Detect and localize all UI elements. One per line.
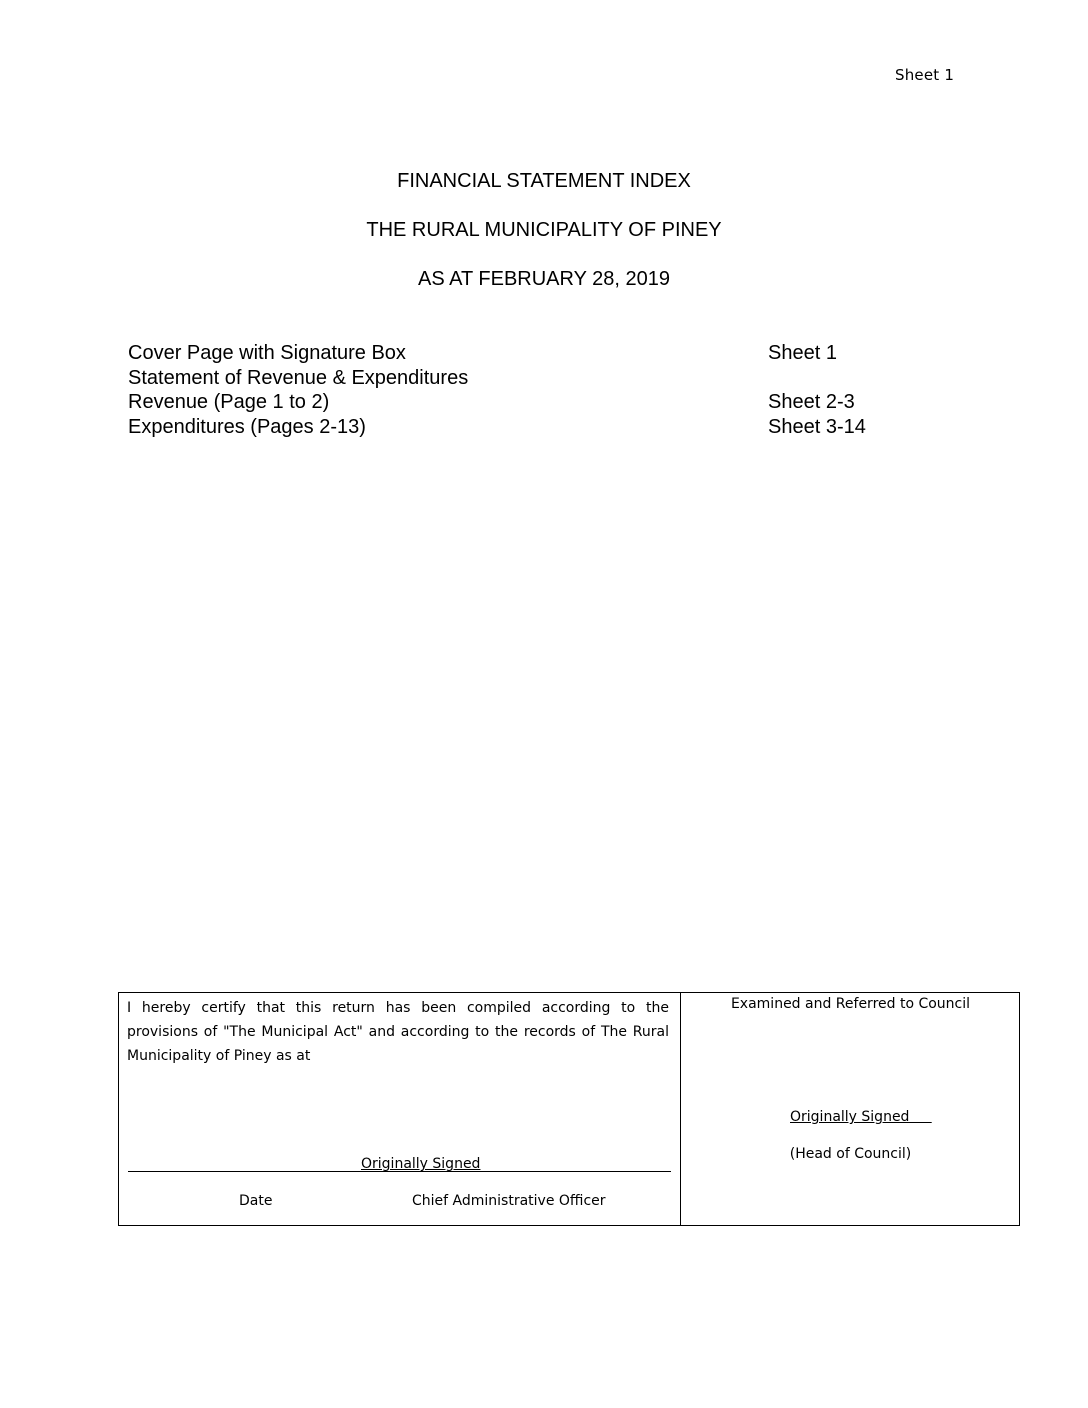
document-title: FINANCIAL STATEMENT INDEX xyxy=(397,170,691,192)
index-row-label: Expenditures (Pages 2-13) xyxy=(128,416,366,438)
date-title: AS AT FEBRUARY 28, 2019 xyxy=(418,268,670,290)
signature-box-divider xyxy=(680,993,681,1225)
examined-label: Examined and Referred to Council xyxy=(730,996,971,1012)
cao-signature: Originally Signed xyxy=(361,1156,481,1172)
cao-label: Chief Administrative Officer xyxy=(412,1193,606,1209)
index-row-sheet: Sheet 3-14 xyxy=(768,416,866,438)
signature-box xyxy=(118,992,1020,1226)
head-of-council-signature: Originally Signed xyxy=(790,1109,932,1125)
index-row-sheet: Sheet 2-3 xyxy=(768,391,855,413)
index-row-label: Cover Page with Signature Box xyxy=(128,342,406,364)
signature-line xyxy=(128,1171,671,1172)
certification-text: I hereby certify that this return has been compiled according to the provisions of "The Municipal Act" and according to the records of The Rural Municipality of Piney as at xyxy=(127,1000,669,1064)
index-row-label: Statement of Revenue & Expenditures xyxy=(128,367,469,389)
head-of-council-label: (Head of Council) xyxy=(789,1146,912,1162)
date-label: Date xyxy=(239,1193,273,1209)
municipality-title: THE RURAL MUNICIPALITY OF PINEY xyxy=(366,219,722,241)
sheet-number: Sheet 1 xyxy=(895,66,955,84)
index-row-label: Revenue (Page 1 to 2) xyxy=(128,391,330,413)
index-row-sheet: Sheet 1 xyxy=(768,342,837,364)
